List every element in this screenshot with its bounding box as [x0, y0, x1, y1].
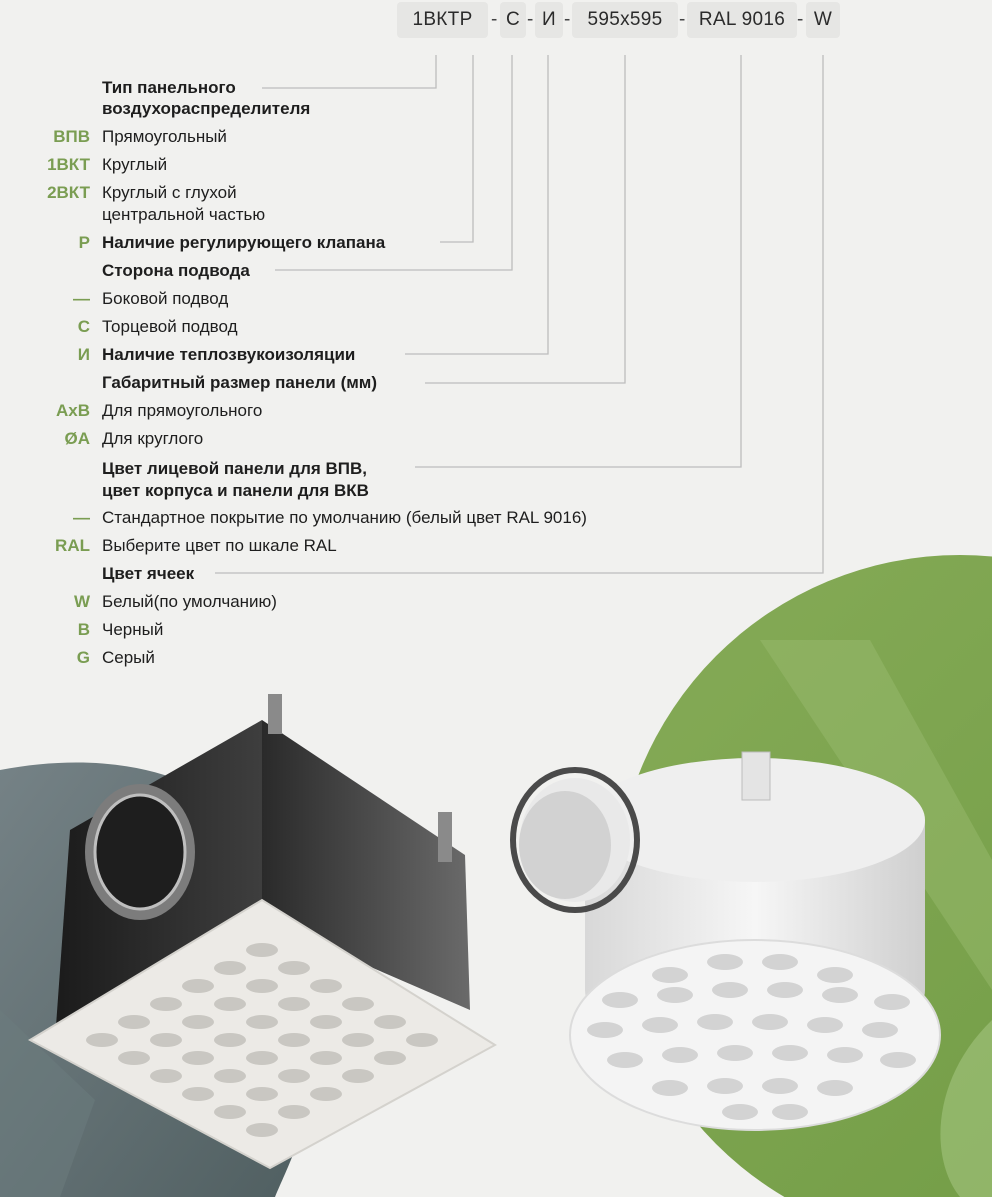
code-separator: -	[564, 9, 571, 30]
text-oa: Для круглого	[102, 427, 211, 451]
text-p: Наличие регулирующего клапана	[102, 231, 393, 255]
code-separator: -	[679, 9, 686, 30]
code-b: В	[77, 620, 90, 639]
text-c: Торцевой подвод	[102, 315, 246, 339]
code-p: Р	[78, 233, 90, 252]
code-part-side: С	[500, 2, 526, 38]
code-separator: -	[797, 9, 804, 30]
text-2vkt: Круглый с глухой	[102, 181, 245, 205]
code-separator: -	[527, 9, 534, 30]
text-side-dash: Боковой подвод	[102, 287, 236, 311]
text-2vkt-line2: центральной частью	[102, 203, 273, 227]
code-g: G	[76, 648, 90, 667]
text-std: Стандартное покрытие по умолчанию (белый цвет RAL 9016)	[102, 506, 595, 530]
code-part-type: 1ВКТР	[397, 2, 488, 38]
code-w: W	[73, 592, 90, 611]
code-1vkt: 1ВКТ	[47, 155, 90, 174]
text-axb: Для прямоугольного	[102, 399, 270, 423]
text-1vkt: Круглый	[102, 153, 175, 177]
text-g: Серый	[102, 646, 163, 670]
code-ral: RAL	[55, 536, 90, 555]
text-vpv: Прямоугольный	[102, 125, 235, 149]
code-separator: -	[491, 9, 498, 30]
code-part-color: RAL 9016	[687, 2, 797, 38]
code-axb: АxВ	[55, 401, 90, 420]
panel-type-title-line2: воздухораспределителя	[102, 97, 318, 121]
color-title-line2: цвет корпуса и панели для ВКВ	[102, 479, 377, 503]
code-part-cell-color: W	[806, 2, 840, 38]
text-i: Наличие теплозвукоизоляции	[102, 343, 363, 367]
code-side-dash: —	[73, 289, 90, 308]
code-std-dash: —	[73, 508, 90, 527]
text-w: Белый(по умолчанию)	[102, 590, 285, 614]
code-part-insulation: И	[535, 2, 563, 38]
code-oa: ØА	[64, 429, 90, 448]
code-vpv: ВПВ	[53, 127, 90, 146]
code-2vkt: 2ВКТ	[47, 183, 90, 202]
color-title: Цвет лицевой панели для ВПВ,	[102, 457, 375, 481]
text-ral: Выберите цвет по шкале RAL	[102, 534, 345, 558]
text-b: Черный	[102, 618, 171, 642]
cell-title: Цвет ячеек	[102, 562, 202, 586]
size-title: Габаритный размер панели (мм)	[102, 371, 385, 395]
code-c: С	[77, 317, 90, 336]
code-i: И	[77, 345, 90, 364]
side-title: Сторона подвода	[102, 259, 258, 283]
code-part-size: 595x595	[572, 2, 678, 38]
panel-type-title: Тип панельного	[102, 76, 244, 100]
